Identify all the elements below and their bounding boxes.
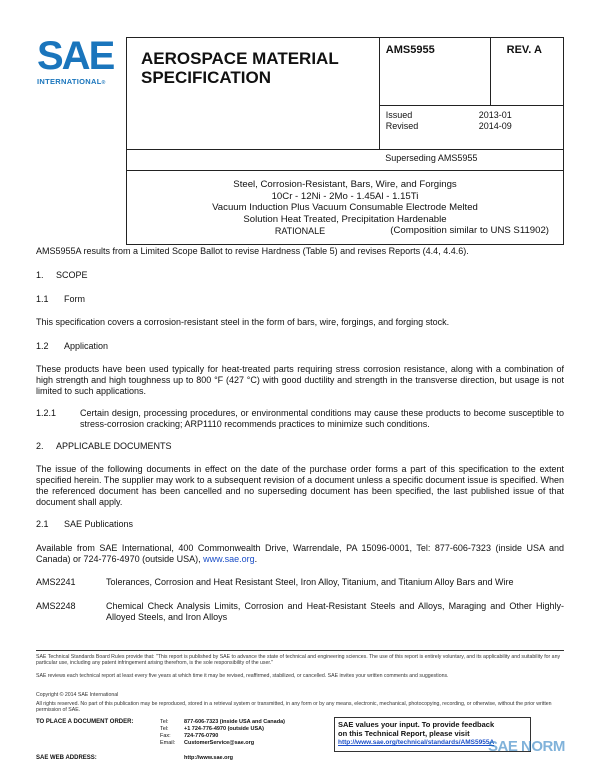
order-label: TO PLACE A DOCUMENT ORDER: xyxy=(36,719,134,725)
ref-ams2248-code: AMS2248 xyxy=(36,601,76,611)
section-2-title: APPLICABLE DOCUMENTS xyxy=(56,441,172,451)
doc-title-line1: Steel, Corrosion-Resistant, Bars, Wire, and Forgings xyxy=(233,179,457,190)
footer-policy-2: SAE reviews each technical report at least every five years at which time it may be revised, reaffirmed, stabilized, or cancelled. SAE invites your written comments and suggestions. xyxy=(36,673,449,679)
feedback-line2: on this Technical Report, please visit xyxy=(338,729,470,738)
section-1-number: 1. xyxy=(36,270,44,280)
dates-cell xyxy=(379,106,563,150)
sae-norm-watermark: SAE NORM xyxy=(488,738,565,755)
tel-inside: 877-606-7323 (inside USA and Canada) xyxy=(184,719,285,725)
doc-number-cell xyxy=(379,38,490,106)
section-1-2-number: 1.2 xyxy=(36,341,49,351)
section-1-title: SCOPE xyxy=(56,270,88,280)
rationale-heading: RATIONALE xyxy=(274,226,326,236)
doc-title-line5: (Composition similar to UNS S11902) xyxy=(390,225,549,236)
spec-type-cell xyxy=(127,38,380,150)
sae-logo-subtitle: INTERNATIONAL® xyxy=(37,77,106,86)
doc-title-line2: 10Cr - 12Ni - 2Mo - 1.45Al - 1.15Ti xyxy=(271,190,419,202)
section-1-2-title: Application xyxy=(64,341,109,351)
superseding: Superseding AMS5955 xyxy=(385,153,478,163)
section-1-1-text: This specification covers a corrosion-resistant steel in the form of bars, wire, forgings, and forging stock. xyxy=(36,317,450,327)
doc-title-line3: Vacuum Induction Plus Vacuum Consumable Electrode Melted xyxy=(212,202,478,213)
ref-ams2241-title: Tolerances, Corrosion and Heat Resistant Steel, Iron Alloy, Titanium, and Titanium Alloy Bars and Wire xyxy=(106,577,514,587)
ref-ams2248-title: Chemical Check Analysis Limits, Corrosion and Heat-Resistant Steels and Alloys, Maraging and Other Highly-Alloyed Steels, and Iron Alloys xyxy=(106,601,564,622)
web-address[interactable]: http://www.sae.org xyxy=(184,755,233,761)
doc-number: AMS5955 xyxy=(385,44,435,56)
sae-logo-mark: SAE xyxy=(37,34,114,78)
fax: 724-776-0790 xyxy=(184,733,219,739)
section-2-text: The issue of the following documents in effect on the date of the purchase order forms a part of this specification to the extent specified herein. The supplier may work to a subsequent revision of a document unless a specific document issue is specified. When the referenced document has been cancelled and no superseding document has been specified, the last published issue of that document shall apply. xyxy=(36,464,564,507)
footer-copyright: Copyright © 2014 SAE International xyxy=(36,692,119,698)
email[interactable]: CustomerService@sae.org xyxy=(184,740,255,746)
doc-title-line4: Solution Heat Treated, Precipitation Hardenable xyxy=(243,213,447,225)
feedback-line1: SAE values your input. To provide feedback xyxy=(338,720,495,729)
section-2-1-title: SAE Publications xyxy=(64,519,134,529)
header-block xyxy=(126,37,564,245)
section-2-number: 2. xyxy=(36,441,44,451)
feedback-link[interactable]: http://www.sae.org/technical/standards/AMS5955A xyxy=(338,739,495,746)
spec-type-line2: SPECIFICATION xyxy=(141,68,272,87)
ref-ams2241-code: AMS2241 xyxy=(36,577,76,587)
issued-label: Issued xyxy=(385,110,413,120)
sae-website-link[interactable]: www.sae.org xyxy=(203,554,255,564)
sae-logo xyxy=(37,36,112,86)
footer-policy-1: SAE Technical Standards Board Rules provide that: "This report is published by SAE to advance the state of technical and engineering sciences. The use of this report is entirely voluntary, and its applicability and suitability for any particular use, including any patent infringement arising therefrom, is the sole responsibility of the user." xyxy=(36,654,561,667)
spec-type-line1: AEROSPACE MATERIAL xyxy=(141,49,339,68)
section-2-1-number: 2.1 xyxy=(36,519,49,529)
tel-outside: +1 724-776-4970 (outside USA) xyxy=(184,726,264,732)
footer-divider xyxy=(36,650,564,651)
order-contacts: Tel: 877-606-7323 (inside USA and Canada) Tel: +1 724-776-4970 (outside USA) Fax: 724-776-0790 Email: CustomerService@sae.org xyxy=(160,719,285,746)
web-label: SAE WEB ADDRESS: xyxy=(36,755,97,761)
superseding-cell xyxy=(379,150,563,171)
revision-cell xyxy=(490,38,563,106)
revision: REV. A xyxy=(506,44,542,56)
rationale-text: AMS5955A results from a Limited Scope Ballot to revise Hardness (Table 5) and revises Reports (4.4, 4.4.6). xyxy=(36,246,469,256)
footer-rights: All rights reserved. No part of this publication may be reproduced, stored in a retrieval system or transmitted, in any form or by any means, electronic, mechanical, photocopying, recording, or otherwise, without the prior written permission of SAE. xyxy=(36,701,552,714)
revised-label: Revised xyxy=(385,121,419,131)
section-1-1-number: 1.1 xyxy=(36,294,49,304)
section-2-1-text: Available from SAE International, 400 Commonwealth Drive, Warrendale, PA 15096-0001, Tel: 877-606-7323 (inside USA and Canada) or 724-776-4970 (outside USA), www.sae.org. xyxy=(36,543,564,564)
issued-value: 2013-01 xyxy=(478,110,512,120)
section-1-1-title: Form xyxy=(64,294,85,304)
section-1-2-1-number: 1.2.1 xyxy=(36,408,57,418)
section-1-2-text: These products have been used typically for heat-treated parts requiring stress corrosion resistance, along with a combination of high strength and high toughness up to 800 °F (427 °C) with good ductility and strength in the transverse direction, but usage is not limited to such applications. xyxy=(36,364,564,396)
revised-value: 2014-09 xyxy=(478,121,512,131)
section-1-2-1-text: Certain design, processing procedures, or environmental conditions may cause these products to become susceptible to stress-corrosion cracking; ARP1110 recommends practices to minimize such conditions. xyxy=(80,408,564,429)
